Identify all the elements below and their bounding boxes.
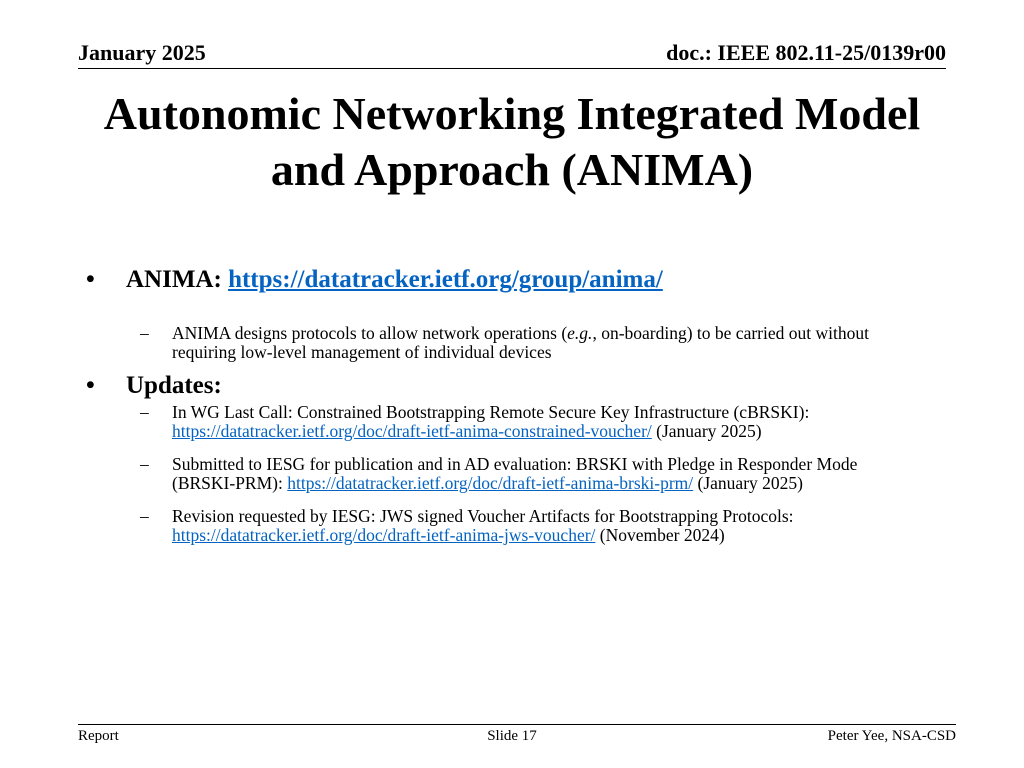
anima-desc-eg: e.g. [567,323,593,343]
update-date: (January 2025) [693,473,803,493]
bullet-dot: • [86,372,95,399]
anima-group-link[interactable]: https://datatracker.ietf.org/group/anima/ [228,266,663,293]
bullet-updates [78,372,924,400]
updates-label: Updates: [126,372,222,399]
update-item-jws-voucher [140,507,924,545]
update-item-cbrski [140,403,924,441]
slide-body [78,266,924,545]
footer-author: Peter Yee, NSA-CSD [827,728,956,744]
footer-report-label: Report [78,728,119,744]
footer-slide-number: Slide 17 [487,728,537,744]
bullet-anima [78,266,924,294]
slide-title-line-1: Autonomic Networking Integrated Model [103,88,921,139]
slide-title [60,86,964,198]
dash-marker: – [140,402,149,422]
update-link-jws-voucher[interactable]: https://datatracker.ietf.org/doc/draft-ietf-anima-jws-voucher/ [172,525,596,545]
update-date: (January 2025) [651,421,762,441]
slide-title-line-2: and Approach (ANIMA) [270,144,754,195]
update-date: (November 2024) [595,525,725,545]
update-link-brski-prm[interactable]: https://datatracker.ietf.org/doc/draft-ietf-anima-brski-prm/ [287,473,694,493]
update-text: Submitted to IESG for publication and in AD evaluation: BRSKI with Pledge in Responder Mode (BRSKI-PRM): [172,454,858,493]
update-item-brski-prm [140,455,924,493]
header-divider [78,68,946,69]
anima-desc-post: , on-boarding) to be carried out without requiring low-level management of individual devices [172,323,869,362]
header-date: January 2025 [78,40,206,65]
anima-description [140,324,924,362]
dash-marker: – [140,323,149,343]
update-link-cbrski[interactable]: https://datatracker.ietf.org/doc/draft-ietf-anima-constrained-voucher/ [172,421,652,441]
anima-desc-pre: ANIMA designs protocols to allow network operations ( [172,323,568,343]
dash-marker: – [140,454,149,474]
footer-divider [78,724,956,725]
update-text: In WG Last Call: Constrained Bootstrapping Remote Secure Key Infrastructure (cBRSKI): [172,402,810,422]
update-text: Revision requested by IESG: JWS signed Voucher Artifacts for Bootstrapping Protocols: [172,506,794,526]
header-doc-number: doc.: IEEE 802.11-25/0139r00 [666,40,946,65]
dash-marker: – [140,506,149,526]
bullet-dot: • [86,266,95,293]
anima-label: ANIMA: [126,266,229,293]
